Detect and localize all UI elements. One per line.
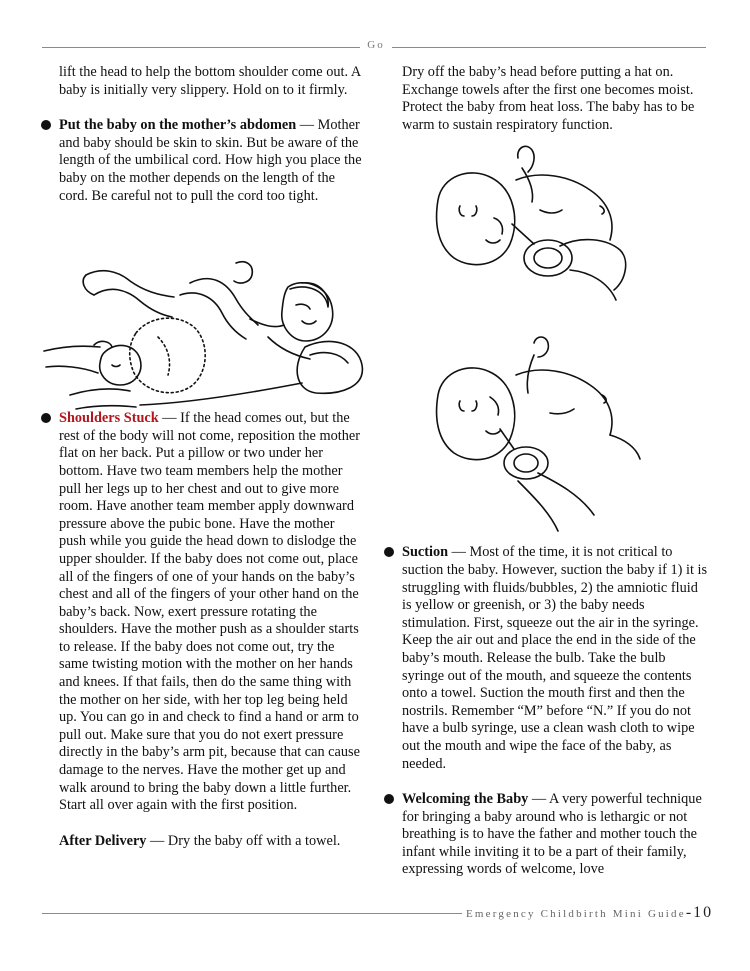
shoulders-item xyxy=(59,410,364,815)
bullet-icon xyxy=(41,120,51,130)
footer-title: Emergency Childbirth Mini Guide xyxy=(466,908,686,920)
footer xyxy=(466,904,713,922)
abdomen-title: Put the baby on the mother’s abdomen xyxy=(59,117,297,134)
mother-baby-illustration xyxy=(40,255,370,435)
left-intro-paragraph: lift the head to help the bottom shoulder come out. A baby is initially very slippery. Hold on to it firmly. xyxy=(59,64,361,98)
abdomen-item xyxy=(59,117,364,205)
suction-panel-bottom xyxy=(437,337,640,531)
suction-item xyxy=(402,544,709,773)
bullet-icon xyxy=(384,547,394,557)
header-rule-right xyxy=(392,47,706,48)
abdomen-paragraph xyxy=(59,117,364,205)
left-column xyxy=(59,64,364,850)
bullet-icon xyxy=(384,794,394,804)
suction-title: Suction xyxy=(402,544,449,561)
shoulders-paragraph xyxy=(59,410,364,815)
suction-paragraph xyxy=(402,544,709,773)
suction-body: — Most of the time, it is not critical to suction the baby. However, suction the baby if 1) it is struggling with fluids/bubbles, 2) the amniotic fluid is yellow or greenish, or 3) the baby needs stimulation. First, squeeze out the air in the syringe. Keep the air out and place the end in the side of the baby’s mouth. Release the bulb. Take the bulb syringe out of the mouth, and squeeze the contents onto a towel. Suction the mouth first and then the nostrils. Remember “M” before “N.” If you do not have a bulb syringe, use a clean wash cloth to wipe out the mouth and wipe the face of the baby, as needed. xyxy=(402,544,708,772)
after-delivery-title: After Delivery xyxy=(59,832,147,849)
abdomen-body: — Mother and baby should be skin to skin. But be aware of the length of the umbilical cord. How high you place the baby on the mother depends on the length of the cord. Be careful not to pull the cord too tight. xyxy=(59,117,362,204)
suction-panel-top xyxy=(437,146,626,300)
shoulders-title: Shoulders Stuck xyxy=(59,410,159,427)
header-rule-left xyxy=(42,47,360,48)
right-intro-paragraph: Dry off the baby’s head before putting a hat on. Exchange towels after the first one becomes moist. Protect the baby from heat loss. The baby has to be warm to sustain respiratory function. xyxy=(402,64,695,133)
after-delivery-body: — Dry the baby off with a towel. xyxy=(146,832,341,849)
welcome-item xyxy=(402,791,709,879)
welcome-title: Welcoming the Baby xyxy=(402,791,529,808)
welcome-body: — A very powerful technique for bringing a baby around who is lethargic or not breathing is to have the father and mother touch the infant while inviting it to be a part of their family, expressing words of welcome, love xyxy=(402,791,702,878)
footer-rule xyxy=(42,913,462,914)
suction-illustration xyxy=(430,140,650,540)
header-label: Go xyxy=(367,39,385,51)
page-number: -10 xyxy=(685,904,714,921)
shoulders-body: — If the head comes out, but the rest of the body will not come, reposition the mother flat on her back. Put a pillow or two under her bottom. Have two team members help the mother pull her legs up to her chest and out to give more room. Have another team member apply downward pressure above the pubic bone. Have the mother push while you guide the head down to dislodge the upper shoulder. If the baby does not come out, place all of the fingers of one of your hands on the baby’s chest and all of the fingers of your other hand on the baby’s back. Now, exert pressure rotating the shoulders. Have the mother push as a shoulder starts to release. If the baby does not come out, try the same twisting motion with the mother on her hands and knees. If that fails, then do the same thing with the mother on her side, with her top leg being held up. You can go in and check to find a hand or arm to pull out. Make sure that you do not exert pressure directly in the baby’s arm pit, because that can cause damage to the nerves. Have the mother get up and walk around to bring the baby down a little further. Start all over again with the first position. xyxy=(59,410,360,814)
after-delivery-paragraph xyxy=(59,833,364,851)
welcome-paragraph xyxy=(402,791,709,879)
